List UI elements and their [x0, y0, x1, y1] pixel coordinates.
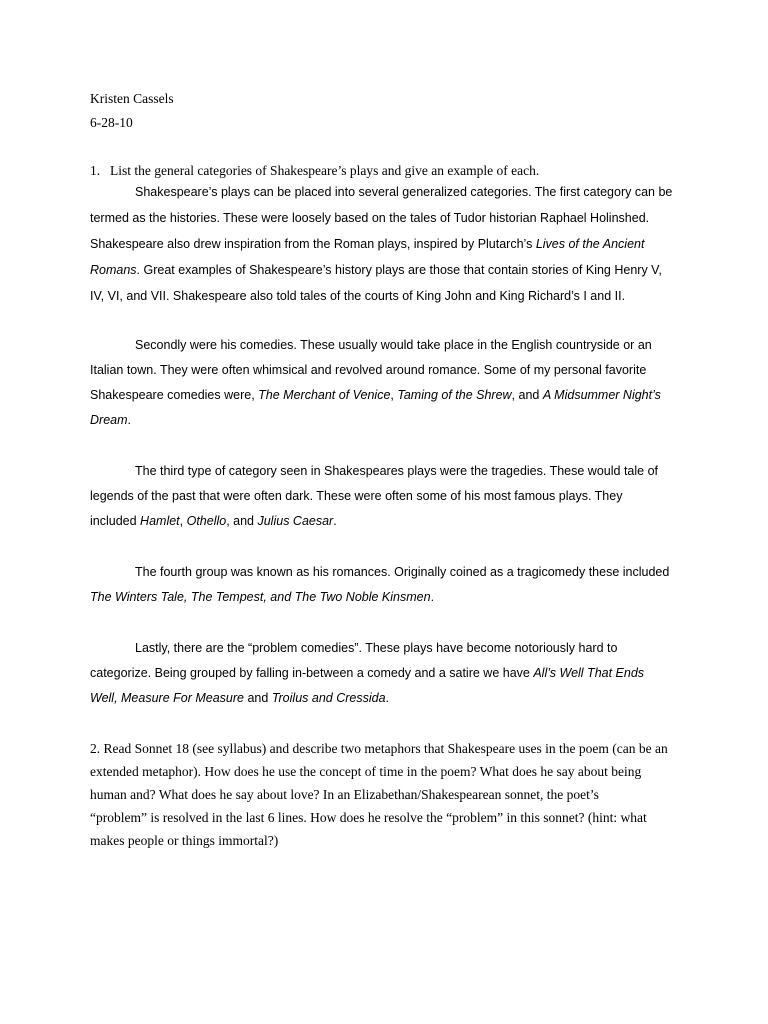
play-taming-of-the-shrew: Taming of the Shrew	[397, 388, 512, 402]
paragraph-4-line-2	[90, 590, 434, 604]
paragraph-2-line-4	[90, 413, 131, 427]
question-2-line-4: “problem” is resolved in the last 6 lines. How does he resolve the “problem” in this sonnet? (hint: what	[90, 810, 647, 825]
paragraph-3-line-3-text: included	[90, 514, 141, 528]
question-2-line-5: makes people or things immortal?)	[90, 833, 279, 848]
and-separator: and	[244, 691, 272, 705]
question-2-line-1: 2. Read Sonnet 18 (see syllabus) and describe two metaphors that Shakespeare uses in the poem (can be an	[90, 741, 668, 756]
paragraph-5-line-2	[90, 666, 644, 680]
comma-separator: ,	[179, 514, 187, 528]
paragraph-1-line-4	[90, 263, 662, 277]
period: .	[430, 590, 435, 604]
paragraph-2-line-3	[90, 388, 661, 402]
and-separator: , and	[226, 514, 258, 528]
play-merchant-of-venice: The Merchant of Venice	[258, 388, 391, 402]
play-hamlet: Hamlet	[140, 514, 180, 528]
play-othello: Othello	[186, 514, 227, 528]
question-2-line-2: extended metaphor). How does he use the concept of time in the poem? What does he say about being	[90, 764, 642, 779]
paragraph-2-line-1: Secondly were his comedies. These usually would take place in the English countryside or an	[135, 338, 652, 352]
paragraph-4-line-1: The fourth group was known as his romances. Originally coined as a tragicomedy these included	[135, 565, 670, 579]
book-title-romans: Romans	[90, 263, 137, 277]
period: .	[333, 514, 337, 528]
paragraph-5-line-2-text: categorize. Being grouped by falling in-between a comedy and a satire we have	[90, 666, 534, 680]
paragraph-5-line-1: Lastly, there are the “problem comedies”. These plays have become notoriously hard to	[135, 641, 618, 655]
book-title-lives: Lives of the Ancient	[535, 237, 645, 251]
paragraph-3-line-3	[90, 514, 337, 528]
paragraph-1-line-1: Shakespeare’s plays can be placed into several generalized categories. The first category can be	[135, 185, 673, 199]
play-measure-for-measure: Well, Measure For Measure	[90, 691, 244, 705]
question-1-number: 1.	[90, 163, 101, 178]
romance-plays-list: The Winters Tale, The Tempest, and The Two Noble Kinsmen	[90, 590, 431, 604]
paragraph-1-line-3-text: Shakespeare also drew inspiration from the Roman plays, inspired by Plutarch’s	[90, 237, 536, 251]
paragraph-1-line-4-text: . Great examples of Shakespeare’s history plays are those that contain stories of King Henry V,	[136, 263, 662, 277]
author-name: Kristen Cassels	[90, 91, 174, 106]
and-separator: , and	[511, 388, 543, 402]
paragraph-3-line-2: legends of the past that were often dark. These were often some of his most famous plays. They	[90, 489, 623, 503]
question-2-line-3: human and? What does he say about love? In an Elizabethan/Shakespearean sonnet, the poet’s	[90, 787, 599, 802]
paragraph-1-line-3	[90, 237, 644, 251]
comma-separator: ,	[390, 388, 398, 402]
paragraph-1-line-2: termed as the histories. These were loosely based on the tales of Tudor historian Raphael Holinshed.	[90, 211, 650, 225]
play-alls-well: All’s Well That Ends	[533, 666, 645, 680]
document-date: 6-28-10	[90, 115, 133, 130]
play-julius-caesar: Julius Caesar	[257, 514, 334, 528]
paragraph-2-line-3-text: Shakespeare comedies were,	[90, 388, 259, 402]
play-midsummer: A Midsummer Night’s	[542, 388, 661, 402]
paragraph-5-line-3	[90, 691, 389, 705]
paragraph-1-line-5: IV, VI, and VII. Shakespeare also told tales of the courts of King John and King Richard’s I and II.	[90, 289, 626, 303]
play-midsummer-end: Dream	[90, 413, 128, 427]
play-troilus-and-cressida: Troilus and Cressida	[271, 691, 386, 705]
question-1-prompt: List the general categories of Shakespeare’s plays and give an example of each.	[110, 163, 540, 178]
period: .	[385, 691, 389, 705]
paragraph-3-line-1: The third type of category seen in Shakespeares plays were the tragedies. These would tale of	[135, 464, 658, 478]
paragraph-2-line-2: Italian town. They were often whimsical and revolved around romance. Some of my personal favorite	[90, 363, 647, 377]
period: .	[127, 413, 131, 427]
